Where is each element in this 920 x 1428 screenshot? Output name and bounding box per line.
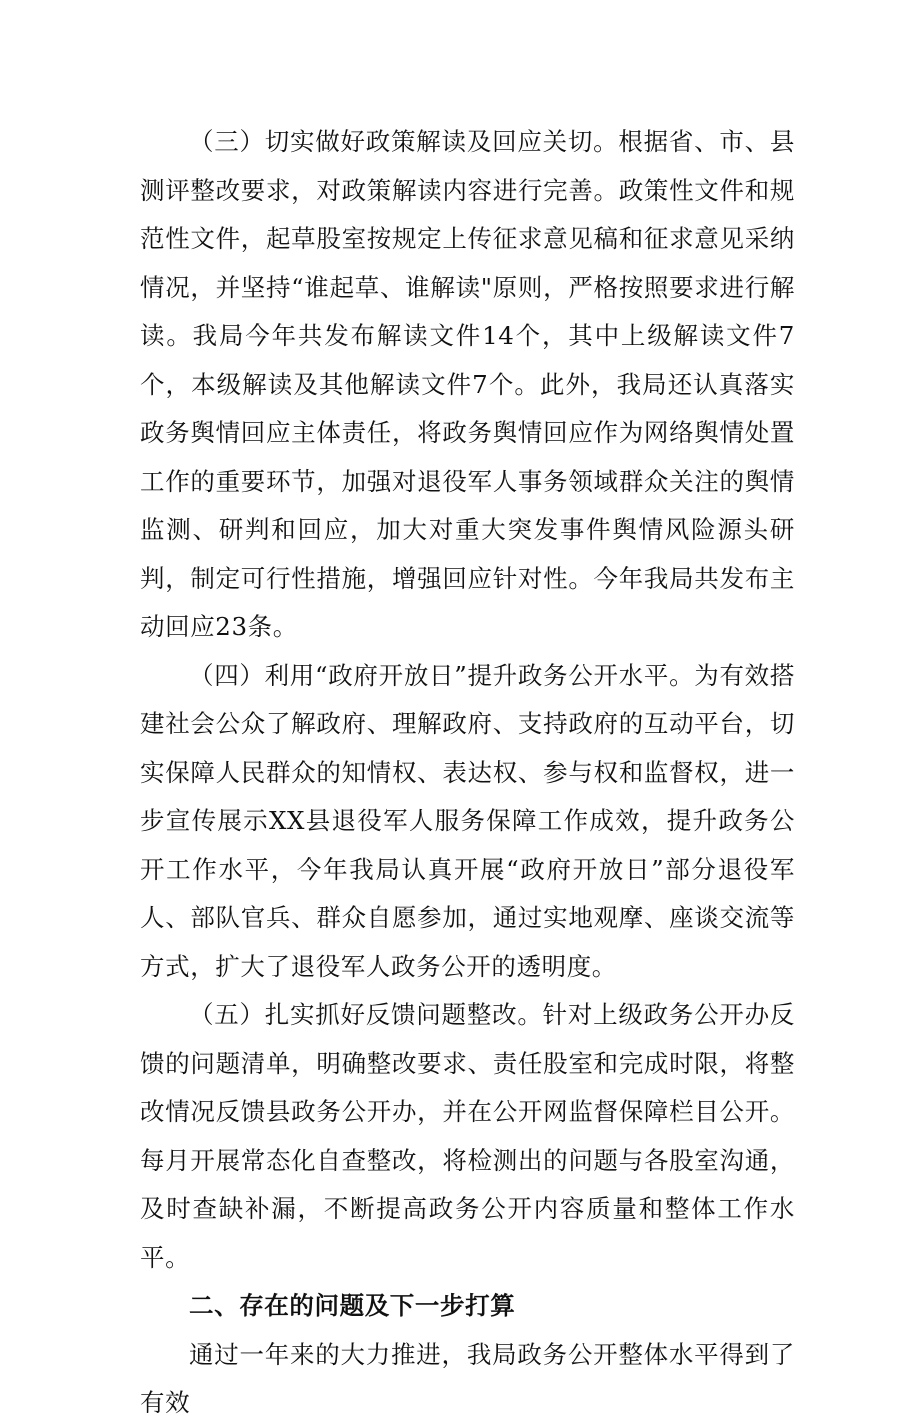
paragraph-policy-interpretation: （三）切实做好政策解读及回应关切。根据省、市、县测评整改要求，对政策解读内容进行完善。政策性文件和规范性文件，起草股室按规定上传征求意见稿和征求意见采纳情况，并坚持“谁起草、谁解读"原则，严格按照要求进行解读。我局今年共发布解读文件14个，其中上级解读文件7个，本级解读及其他解读文件7个。此外，我局还认真落实政务舆情回应主体责任，将政务舆情回应作为网络舆情处置工作的重要环节，加强对退役军人事务领域群众关注的舆情监测、研判和回应，加大对重大突发事件舆情风险源头研判，制定可行性措施，增强回应针对性。今年我局共发布主动回应23条。 xyxy=(140,127,795,641)
section-heading: 二、存在的问题及下一步打算 xyxy=(189,1291,516,1320)
paragraph-government-open-day: （四）利用“政府开放日”提升政务公开水平。为有效搭建社会公众了解政府、理解政府、支持政府的互动平台，切实保障人民群众的知情权、表达权、参与权和监督权，进一步宣传展示XX县退役军人服务保障工作成效，提升政务公开工作水平，今年我局认真开展“政府开放日”部分退役军人、部队官兵、群众自愿参加，通过实地观摩、座谈交流等方式，扩大了退役军人政务公开的透明度。 xyxy=(140,660,795,981)
paragraph-closing: 通过一年来的大力推进，我局政务公开整体水平得到了有效 xyxy=(140,1339,795,1417)
paragraph-feedback-rectification: （五）扎实抓好反馈问题整改。针对上级政务公开办反馈的问题清单，明确整改要求、责任股室和完成时限，将整改情况反馈县政务公开办，并在公开网监督保障栏目公开。每月开展常态化自查整改，将检测出的问题与各股室沟通，及时查缺补漏，不断提高政务公开内容质量和整体工作水平。 xyxy=(140,1000,795,1272)
document-body xyxy=(140,118,795,1428)
